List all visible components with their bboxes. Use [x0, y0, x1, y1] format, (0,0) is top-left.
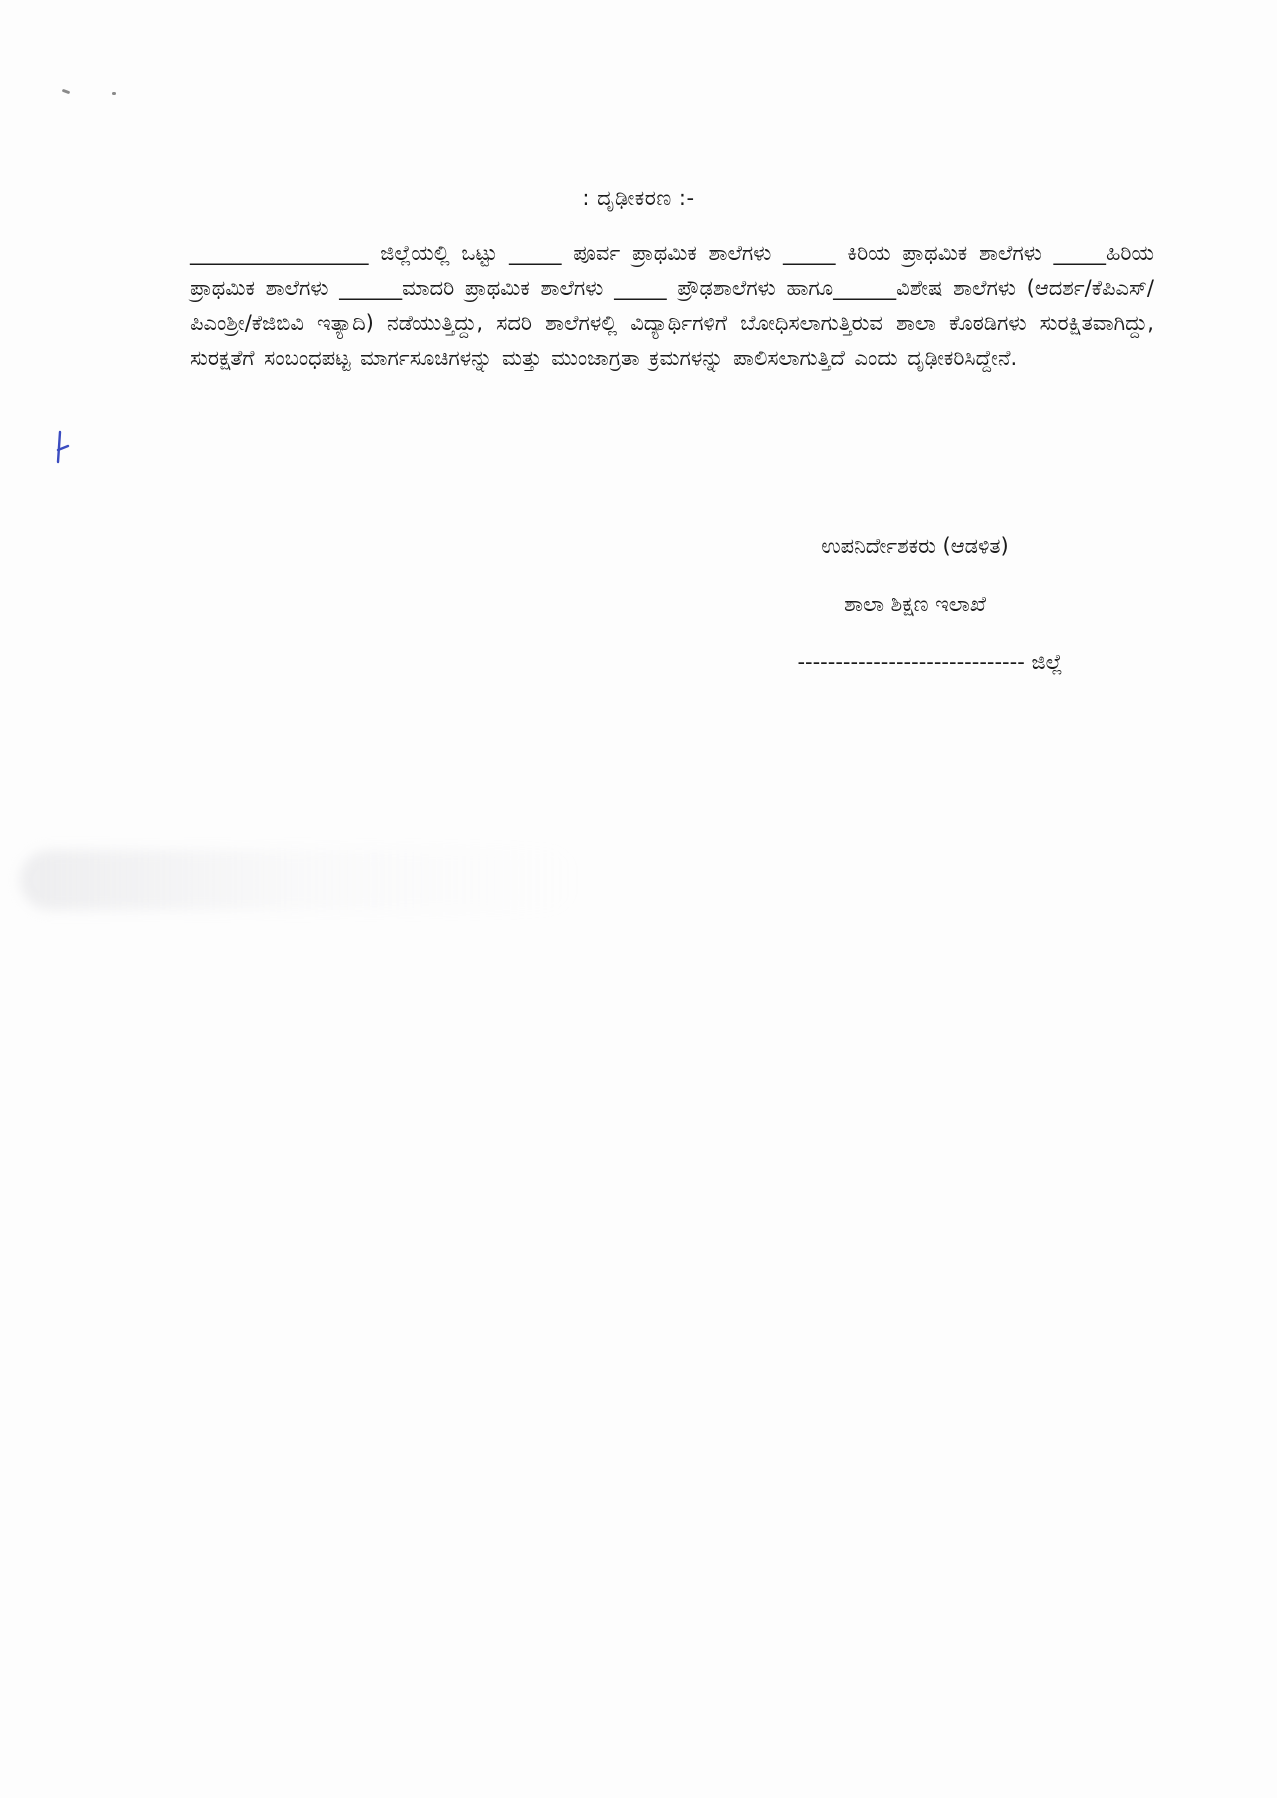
signatory-district: ------------------------------ ಜಿಲ್ಲೆ [797, 650, 1063, 674]
signatory-department: ಶಾಲಾ ಶಿಕ್ಷಣ ಇಲಾಖೆ [844, 592, 986, 616]
document-title: : ದೃಢೀಕರಣ :- [582, 186, 695, 210]
certification-body: _________________ ಜಿಲ್ಲೆಯಲ್ಲಿ ಒಟ್ಟು _____ ಪೂರ್ವ ಪ್ರಾಥಮಿಕ ಶಾಲೆಗಳು _____ ಕಿರಿಯ ಪ್ರಾಥಮಿಕ ಶಾಲೆಗಳು _____ಹಿರಿಯ ಪ್ರಾಥಮಿಕ ಶಾಲೆಗಳು ______ಮಾದರಿ ಪ್ರಾಥಮಿಕ ಶಾಲೆಗಳು _____ ಪ್ರೌಢಶಾಲೆಗಳು ಹಾಗೂ______ವಿಶೇಷ ಶಾಲೆಗಳು (ಆದರ್ಶ/ಕೆಪಿಎಸ್/ಪಿಎಂಶ್ರೀ/ಕೆಜಿಬಿವಿ ಇತ್ಯಾದಿ) ನಡೆಯುತ್ತಿದ್ದು, ಸದರಿ ಶಾಲೆಗಳಲ್ಲಿ ವಿದ್ಯಾರ್ಥಿಗಳಿಗೆ ಬೋಧಿಸಲಾಗುತ್ತಿರುವ ಶಾಲಾ ಕೊಠಡಿಗಳು ಸುರಕ್ಷಿತವಾಗಿದ್ದು, ಸುರಕ್ಷತೆಗೆ ಸಂಬಂಧಪಟ್ಟ ಮಾರ್ಗಸೂಚಿಗಳನ್ನು ಮತ್ತು ಮುಂಜಾಗ್ರತಾ ಕ್ರಮಗಳನ್ನು ಪಾಲಿಸಲಾಗುತ್ತಿದೆ ಎಂದು ದೃಢೀಕರಿಸಿದ್ದೇನೆ. [190, 241, 1154, 370]
scan-speck [62, 89, 71, 95]
scan-smudge [20, 850, 580, 910]
pen-tick-mark [52, 430, 72, 464]
scan-speck [112, 92, 116, 95]
signatory-designation: ಉಪನಿರ್ದೇಶಕರು (ಆಡಳಿತ) [821, 534, 1009, 558]
